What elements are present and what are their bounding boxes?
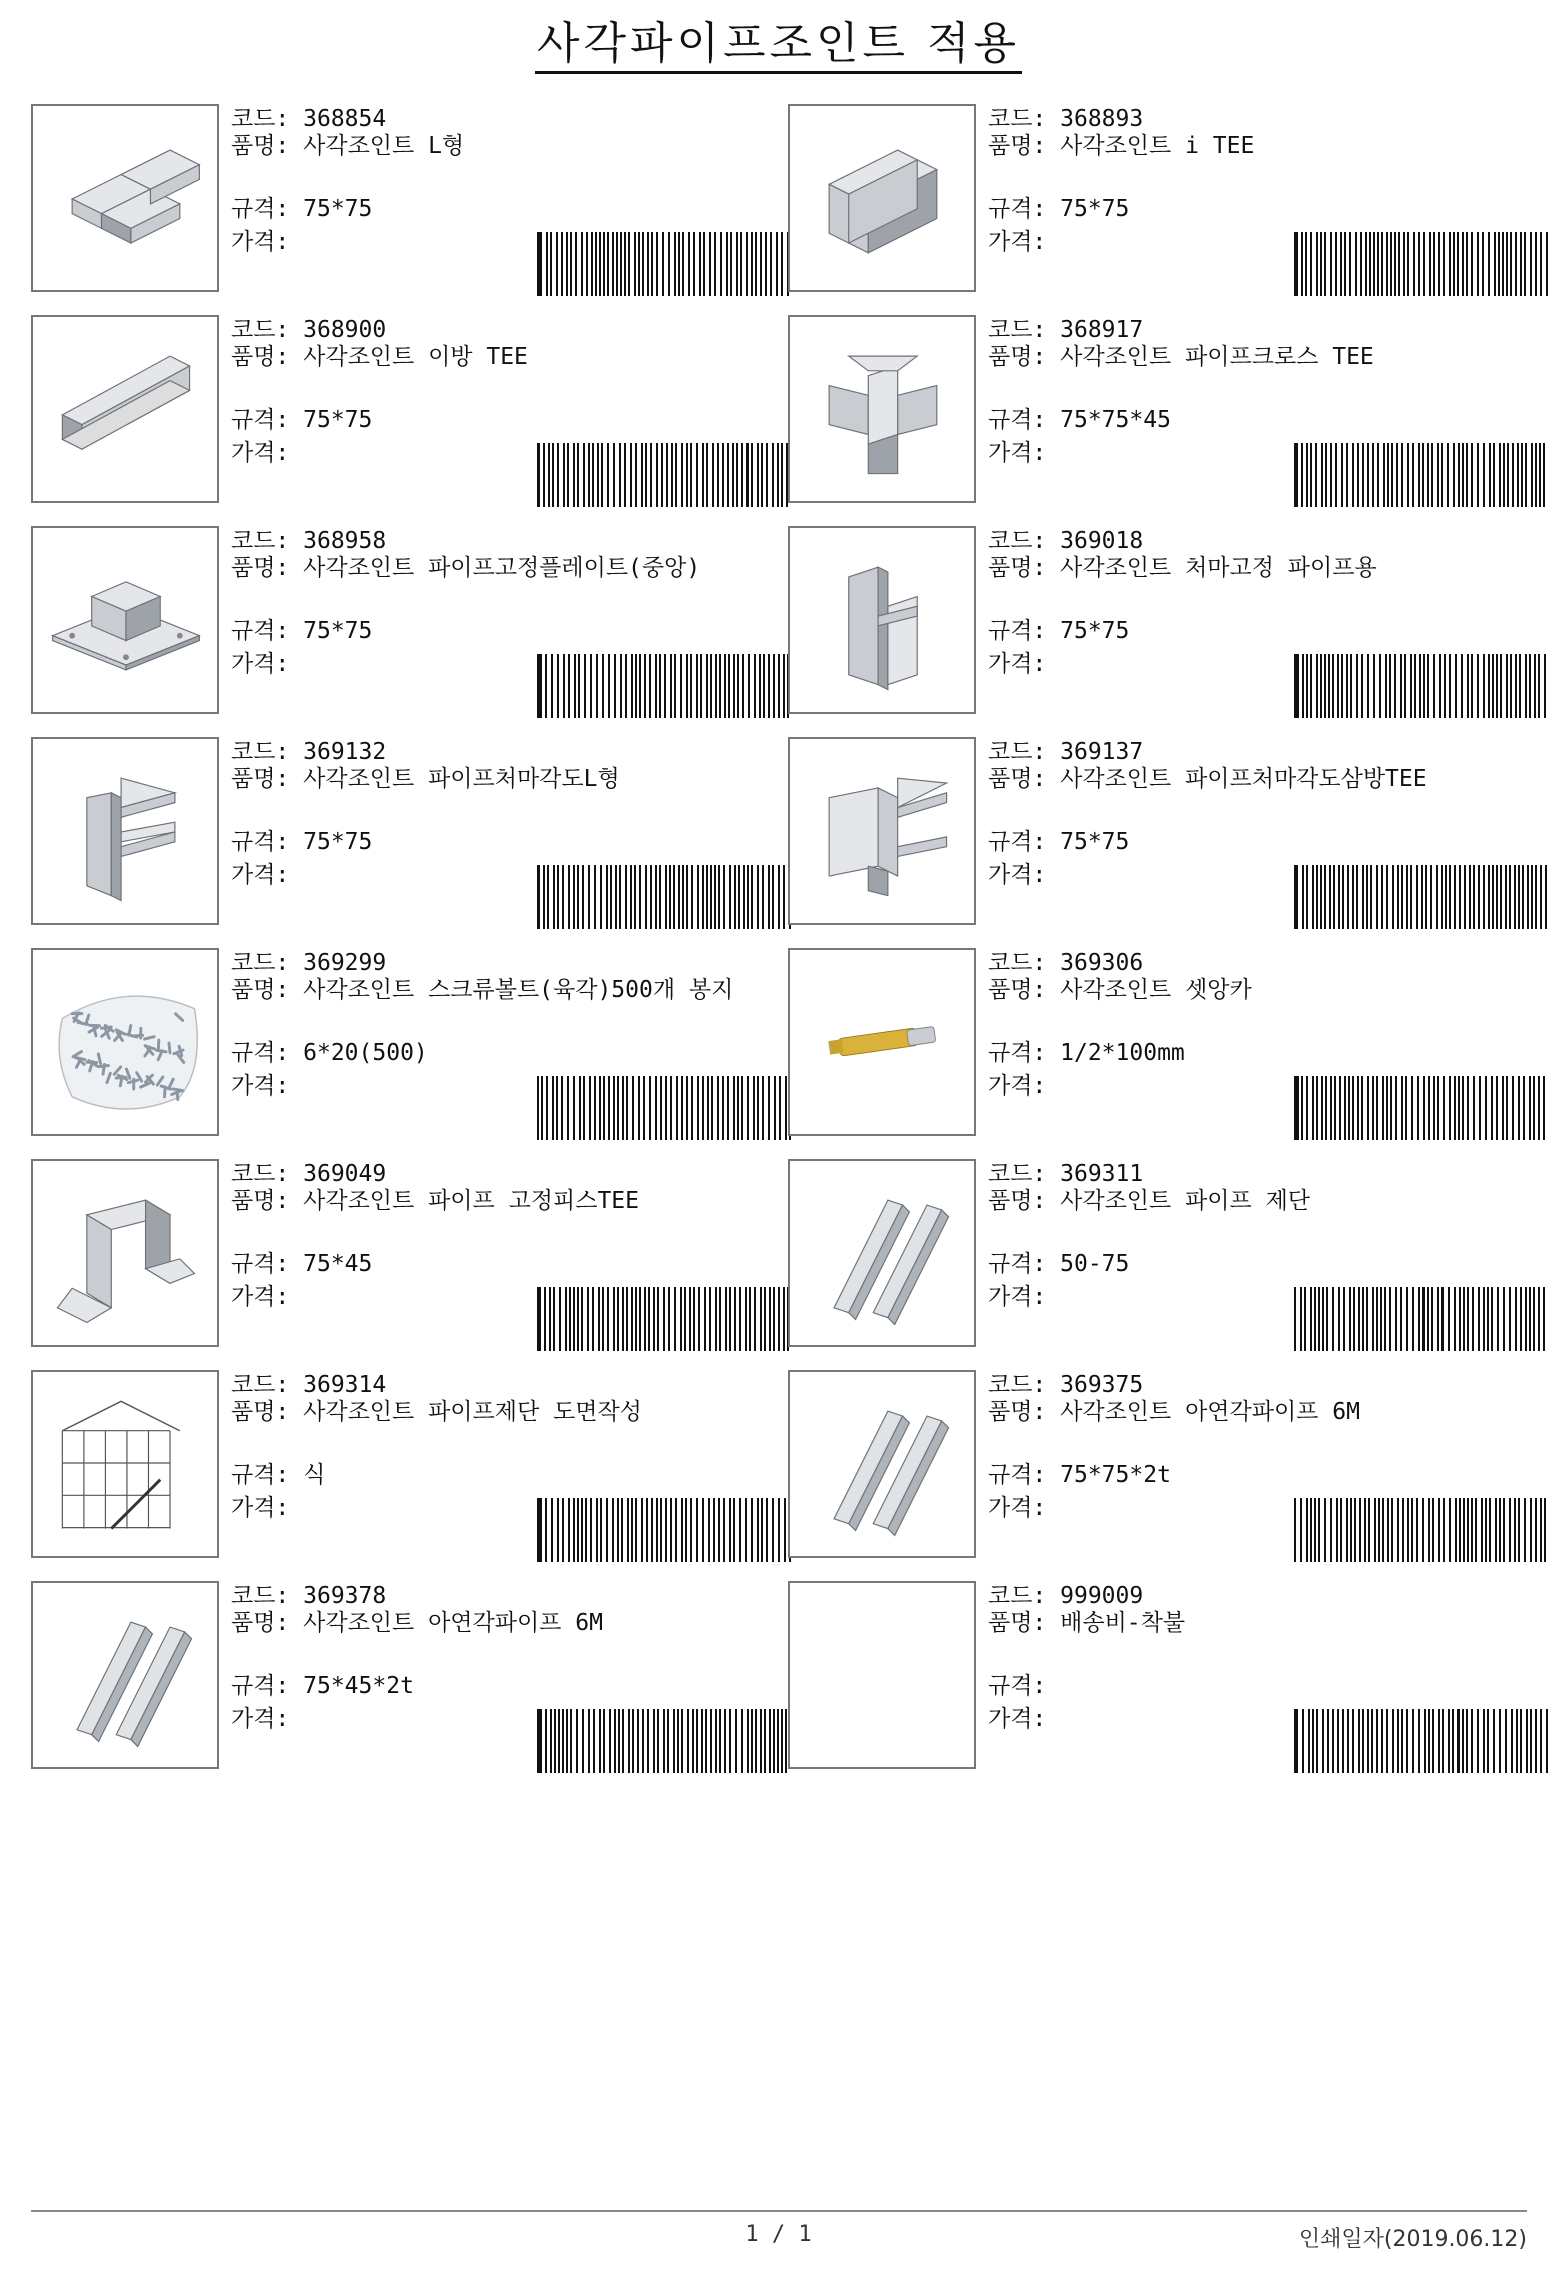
page-number: 1 / 1 bbox=[745, 2222, 812, 2247]
pipe-pair-icon bbox=[33, 1583, 217, 1767]
product-spec: 규격: 75*45*2t bbox=[231, 1673, 414, 1699]
pipe-pair-icon bbox=[790, 1372, 974, 1556]
two-way-tee-icon bbox=[33, 317, 217, 501]
product-code: 코드: 369132 bbox=[231, 739, 387, 765]
barcode bbox=[1294, 1076, 1548, 1140]
screw-bag-icon bbox=[33, 950, 217, 1134]
product-name: 품명: 사각조인트 파이프처마각도삼방TEE bbox=[988, 766, 1427, 792]
product-price: 가격: bbox=[988, 862, 1047, 888]
product-card bbox=[788, 948, 1548, 1140]
product-name: 품명: 사각조인트 i TEE bbox=[988, 133, 1255, 159]
barcode bbox=[537, 1709, 791, 1773]
product-code: 코드: 369314 bbox=[231, 1372, 387, 1398]
product-card bbox=[788, 1159, 1548, 1351]
product-price: 가격: bbox=[231, 651, 290, 677]
product-name: 품명: 사각조인트 이방 TEE bbox=[231, 344, 528, 370]
product-code: 코드: 369137 bbox=[988, 739, 1144, 765]
product-card bbox=[788, 526, 1548, 718]
product-thumbnail bbox=[788, 104, 976, 292]
product-price: 가격: bbox=[231, 1495, 290, 1521]
product-name: 품명: 사각조인트 파이프 제단 bbox=[988, 1188, 1311, 1214]
page-title: 사각파이프조인트 적용 bbox=[0, 18, 1557, 74]
product-code: 코드: 369306 bbox=[988, 950, 1144, 976]
product-card bbox=[788, 1370, 1548, 1562]
l-joint-icon bbox=[33, 106, 217, 290]
product-name: 품명: 사각조인트 아연각파이프 6M bbox=[988, 1399, 1360, 1425]
product-thumbnail bbox=[788, 1370, 976, 1558]
product-name: 품명: 사각조인트 처마고정 파이프용 bbox=[988, 555, 1377, 581]
product-spec: 규격: 식 bbox=[231, 1462, 326, 1488]
barcode bbox=[537, 1498, 791, 1562]
product-code: 코드: 368917 bbox=[988, 317, 1144, 343]
product-info bbox=[988, 1159, 1548, 1351]
product-info bbox=[231, 737, 791, 929]
product-price: 가격: bbox=[231, 229, 290, 255]
product-thumbnail bbox=[788, 1159, 976, 1347]
product-spec: 규격: 75*75 bbox=[988, 196, 1130, 222]
i-tee-joint-icon bbox=[790, 106, 974, 290]
product-thumbnail bbox=[31, 1581, 219, 1769]
product-name: 품명: 사각조인트 파이프고정플레이트(중앙) bbox=[231, 555, 701, 581]
eave-angle-tee-icon bbox=[790, 739, 974, 923]
product-spec: 규격: 50-75 bbox=[988, 1251, 1130, 1277]
barcode bbox=[1294, 865, 1548, 929]
product-price: 가격: bbox=[988, 1495, 1047, 1521]
product-thumbnail bbox=[788, 948, 976, 1136]
product-thumbnail bbox=[31, 1159, 219, 1347]
product-name: 품명: 사각조인트 파이프처마각도L형 bbox=[231, 766, 620, 792]
product-card bbox=[31, 526, 791, 718]
empty-thumbnail bbox=[790, 1583, 974, 1767]
product-card bbox=[31, 1581, 791, 1773]
product-card bbox=[31, 948, 791, 1140]
product-card bbox=[788, 315, 1548, 507]
product-thumbnail bbox=[788, 526, 976, 714]
product-code: 코드: 369375 bbox=[988, 1372, 1144, 1398]
product-card bbox=[31, 737, 791, 929]
product-info bbox=[988, 526, 1548, 718]
product-card bbox=[788, 1581, 1548, 1773]
footer-divider bbox=[31, 2210, 1527, 2212]
product-info bbox=[231, 104, 791, 296]
product-info bbox=[988, 315, 1548, 507]
barcode bbox=[537, 443, 791, 507]
product-thumbnail bbox=[788, 315, 976, 503]
product-info bbox=[231, 1581, 791, 1773]
product-card bbox=[788, 737, 1548, 929]
anchor-bolt-icon bbox=[790, 950, 974, 1134]
product-price: 가격: bbox=[231, 862, 290, 888]
product-info bbox=[231, 948, 791, 1140]
cross-tee-icon bbox=[790, 317, 974, 501]
product-thumbnail bbox=[31, 315, 219, 503]
product-price: 가격: bbox=[988, 1284, 1047, 1310]
product-spec: 규격: 75*45 bbox=[231, 1251, 373, 1277]
product-name: 품명: 사각조인트 파이프 고정피스TEE bbox=[231, 1188, 639, 1214]
eave-angle-l-icon bbox=[33, 739, 217, 923]
product-name: 품명: 사각조인트 아연각파이프 6M bbox=[231, 1610, 603, 1636]
product-code: 코드: 368893 bbox=[988, 106, 1144, 132]
product-thumbnail bbox=[31, 1370, 219, 1558]
product-thumbnail bbox=[31, 526, 219, 714]
barcode bbox=[1294, 443, 1548, 507]
product-name: 품명: 배송비-착불 bbox=[988, 1610, 1186, 1636]
barcode bbox=[537, 654, 791, 718]
product-card bbox=[31, 1370, 791, 1562]
product-price: 가격: bbox=[231, 1706, 290, 1732]
product-thumbnail bbox=[31, 737, 219, 925]
barcode bbox=[1294, 232, 1548, 296]
barcode bbox=[1294, 1709, 1548, 1773]
product-thumbnail bbox=[788, 737, 976, 925]
product-price: 가격: bbox=[988, 1706, 1047, 1732]
product-spec: 규격: bbox=[988, 1673, 1047, 1699]
barcode bbox=[537, 1287, 791, 1351]
product-name: 품명: 사각조인트 스크류볼트(육각)500개 봉지 bbox=[231, 977, 734, 1003]
product-price: 가격: bbox=[231, 1073, 290, 1099]
product-code: 코드: 368958 bbox=[231, 528, 387, 554]
product-thumbnail bbox=[31, 104, 219, 292]
product-card bbox=[31, 104, 791, 296]
product-spec: 규격: 75*75*2t bbox=[988, 1462, 1171, 1488]
product-spec: 규격: 75*75 bbox=[988, 829, 1130, 855]
product-spec: 규격: 75*75*45 bbox=[988, 407, 1171, 433]
barcode bbox=[537, 1076, 791, 1140]
product-info bbox=[231, 1370, 791, 1562]
product-spec: 규격: 6*20(500) bbox=[231, 1040, 428, 1066]
product-spec: 규격: 75*75 bbox=[231, 829, 373, 855]
structure-drawing-icon bbox=[33, 1372, 217, 1556]
product-spec: 규격: 75*75 bbox=[988, 618, 1130, 644]
pipe-pair-icon bbox=[790, 1161, 974, 1345]
product-code: 코드: 368900 bbox=[231, 317, 387, 343]
product-price: 가격: bbox=[988, 229, 1047, 255]
fixing-piece-tee-icon bbox=[33, 1161, 217, 1345]
product-price: 가격: bbox=[988, 440, 1047, 466]
barcode bbox=[537, 865, 791, 929]
product-info bbox=[231, 1159, 791, 1351]
barcode bbox=[1294, 654, 1548, 718]
product-info bbox=[988, 1370, 1548, 1562]
product-name: 품명: 사각조인트 파이프제단 도면작성 bbox=[231, 1399, 642, 1425]
product-spec: 규격: 75*75 bbox=[231, 407, 373, 433]
product-price: 가격: bbox=[231, 1284, 290, 1310]
product-code: 코드: 369049 bbox=[231, 1161, 387, 1187]
product-name: 품명: 사각조인트 L형 bbox=[231, 133, 465, 159]
product-code: 코드: 369311 bbox=[988, 1161, 1144, 1187]
barcode bbox=[1294, 1287, 1548, 1351]
product-card bbox=[31, 1159, 791, 1351]
product-name: 품명: 사각조인트 파이프크로스 TEE bbox=[988, 344, 1374, 370]
product-info bbox=[231, 315, 791, 507]
barcode bbox=[537, 232, 791, 296]
product-thumbnail bbox=[788, 1581, 976, 1769]
product-price: 가격: bbox=[988, 1073, 1047, 1099]
product-card bbox=[31, 315, 791, 507]
product-info bbox=[231, 526, 791, 718]
product-code: 코드: 368854 bbox=[231, 106, 387, 132]
product-name: 품명: 사각조인트 셋앙카 bbox=[988, 977, 1252, 1003]
product-info bbox=[988, 1581, 1548, 1773]
product-spec: 규격: 1/2*100mm bbox=[988, 1040, 1185, 1066]
product-spec: 규격: 75*75 bbox=[231, 618, 373, 644]
product-info bbox=[988, 737, 1548, 929]
product-code: 코드: 999009 bbox=[988, 1583, 1144, 1609]
product-card bbox=[788, 104, 1548, 296]
product-price: 가격: bbox=[231, 440, 290, 466]
barcode bbox=[1294, 1498, 1548, 1562]
eave-fixing-icon bbox=[790, 528, 974, 712]
product-code: 코드: 369378 bbox=[231, 1583, 387, 1609]
product-info bbox=[988, 948, 1548, 1140]
product-spec: 규격: 75*75 bbox=[231, 196, 373, 222]
product-code: 코드: 369018 bbox=[988, 528, 1144, 554]
print-date: 인쇄일자(2019.06.12) bbox=[1298, 2227, 1527, 2252]
product-thumbnail bbox=[31, 948, 219, 1136]
product-price: 가격: bbox=[988, 651, 1047, 677]
product-info bbox=[988, 104, 1548, 296]
fixing-plate-icon bbox=[33, 528, 217, 712]
product-code: 코드: 369299 bbox=[231, 950, 387, 976]
